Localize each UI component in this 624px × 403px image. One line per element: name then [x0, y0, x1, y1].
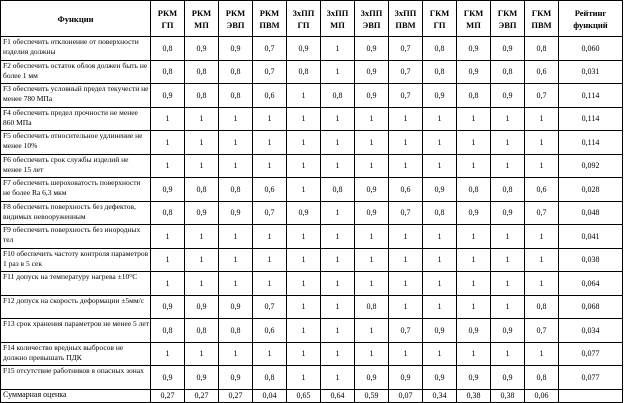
value-cell: 1: [253, 107, 287, 131]
value-cell: 0,9: [151, 84, 185, 108]
value-cell: 1: [253, 131, 287, 155]
value-cell: 1: [185, 248, 219, 272]
function-rating-cell: 0,114: [559, 84, 623, 108]
value-cell: 1: [423, 154, 457, 178]
value-cell: 1: [151, 342, 185, 366]
value-cell: 0,9: [457, 319, 491, 343]
column-header-line1: 3хПП: [292, 7, 315, 18]
column-header-line2: ПВМ: [531, 19, 552, 30]
value-cell: 0,9: [491, 84, 525, 108]
column-header-line1: РКМ: [191, 7, 212, 18]
function-name-cell: F6 обеспечить срок службы изделий не менее 15 лет: [1, 154, 151, 178]
value-cell: 1: [321, 366, 355, 390]
value-cell: 1: [389, 154, 423, 178]
value-cell: 1: [423, 272, 457, 296]
value-cell: 1: [491, 154, 525, 178]
value-cell: 0,7: [253, 295, 287, 319]
value-cell: 1: [525, 107, 559, 131]
value-cell: 0,6: [253, 84, 287, 108]
value-cell: 1: [151, 248, 185, 272]
value-cell: 1: [457, 131, 491, 155]
column-header-line1: 3хПП: [360, 7, 383, 18]
value-cell: 1: [423, 295, 457, 319]
table-row: [1, 84, 623, 108]
value-cell: 0,8: [423, 60, 457, 84]
value-cell: 1: [151, 107, 185, 131]
column-header: [219, 1, 253, 37]
value-cell: 1: [355, 131, 389, 155]
column-header-line1: РКМ: [259, 7, 280, 18]
column-header: [423, 1, 457, 37]
column-header-line2: ГП: [433, 19, 446, 30]
column-header-line2: МП: [466, 19, 481, 30]
total-value-cell: 0,27: [185, 389, 219, 402]
value-cell: 1: [355, 154, 389, 178]
function-name-cell: F4 обеспечить предел прочности не менее 860 МПа: [1, 107, 151, 131]
column-header: [457, 1, 491, 37]
value-cell: 1: [287, 342, 321, 366]
value-cell: 0,9: [355, 201, 389, 225]
value-cell: 1: [185, 131, 219, 155]
table-row: [1, 366, 623, 390]
value-cell: 1: [457, 272, 491, 296]
value-cell: 0,9: [355, 60, 389, 84]
value-cell: 1: [321, 37, 355, 61]
value-cell: 0,7: [253, 60, 287, 84]
value-cell: 0,9: [355, 37, 389, 61]
table-row: [1, 319, 623, 343]
total-row: [1, 389, 623, 402]
value-cell: 0,9: [491, 366, 525, 390]
value-cell: 1: [423, 248, 457, 272]
function-name-cell: F10 обеспечить частоту контроля параметров 1 раз в 5 сек: [1, 248, 151, 272]
table-row: [1, 154, 623, 178]
table-row: [1, 201, 623, 225]
value-cell: 1: [253, 248, 287, 272]
value-cell: 0,7: [525, 201, 559, 225]
value-cell: 1: [151, 154, 185, 178]
value-cell: 0,7: [525, 84, 559, 108]
value-cell: 1: [287, 225, 321, 249]
value-cell: 1: [389, 342, 423, 366]
value-cell: 0,8: [491, 178, 525, 202]
value-cell: 0,8: [525, 295, 559, 319]
value-cell: 0,6: [253, 178, 287, 202]
function-name-cell: F13 срок хранения параметров не менее 5 лет: [1, 319, 151, 343]
column-header-line1: ГКМ: [531, 7, 552, 18]
value-cell: 1: [219, 342, 253, 366]
value-cell: 1: [457, 225, 491, 249]
header-row: [1, 1, 623, 37]
value-cell: 0,9: [457, 37, 491, 61]
value-cell: 1: [253, 154, 287, 178]
table-row: [1, 131, 623, 155]
value-cell: 0,9: [491, 201, 525, 225]
value-cell: 1: [355, 319, 389, 343]
value-cell: 0,8: [321, 178, 355, 202]
function-rating-cell: 0,092: [559, 154, 623, 178]
value-cell: 1: [321, 248, 355, 272]
value-cell: 1: [321, 107, 355, 131]
value-cell: 1: [185, 154, 219, 178]
value-cell: 0,9: [219, 37, 253, 61]
value-cell: 0,9: [185, 295, 219, 319]
value-cell: 1: [525, 225, 559, 249]
total-value-cell: 0,27: [219, 389, 253, 402]
table-row: [1, 342, 623, 366]
value-cell: 0,9: [491, 37, 525, 61]
value-cell: 0,9: [185, 366, 219, 390]
column-header-line2: ГП: [161, 19, 174, 30]
value-cell: 1: [389, 225, 423, 249]
value-cell: 0,9: [219, 366, 253, 390]
table-row: [1, 60, 623, 84]
value-cell: 0,7: [253, 37, 287, 61]
total-value-cell: 0,64: [321, 389, 355, 402]
function-name-cell: F15 отсутствие работников в опасных зонах: [1, 366, 151, 390]
value-cell: 1: [253, 342, 287, 366]
value-cell: 0,8: [185, 178, 219, 202]
value-cell: 1: [457, 154, 491, 178]
column-header-line2: ЭВП: [498, 19, 517, 30]
column-header: [185, 1, 219, 37]
value-cell: 1: [321, 201, 355, 225]
value-cell: 0,9: [151, 295, 185, 319]
column-header-line2: функций: [573, 19, 608, 30]
function-name-cell: F7 обеспечить шероховатость поверхности не более Ra 6,3 мкм: [1, 178, 151, 202]
value-cell: 0,8: [525, 37, 559, 61]
value-cell: 0,8: [219, 60, 253, 84]
function-rating-cell: 0,114: [559, 131, 623, 155]
value-cell: 0,9: [423, 319, 457, 343]
value-cell: 1: [321, 225, 355, 249]
value-cell: 0,8: [151, 319, 185, 343]
value-cell: 0,6: [525, 178, 559, 202]
column-header-line2: ПВМ: [395, 19, 416, 30]
value-cell: 1: [355, 107, 389, 131]
column-header-line1: Рейтинг: [574, 7, 607, 18]
value-cell: 1: [287, 154, 321, 178]
value-cell: 1: [389, 107, 423, 131]
value-cell: 0,9: [355, 178, 389, 202]
value-cell: 1: [355, 248, 389, 272]
total-value-cell: 0,06: [525, 389, 559, 402]
value-cell: 0,9: [423, 84, 457, 108]
function-name-cell: F12 допуск на скорость деформации ±5мм/с: [1, 295, 151, 319]
column-header-line1: ГКМ: [463, 7, 484, 18]
value-cell: 1: [491, 248, 525, 272]
function-rating-cell: 0,077: [559, 366, 623, 390]
value-cell: 1: [253, 272, 287, 296]
value-cell: 1: [491, 342, 525, 366]
total-value-cell: 0,38: [457, 389, 491, 402]
function-rating-cell: 0,028: [559, 178, 623, 202]
value-cell: 0,6: [525, 60, 559, 84]
value-cell: 1: [355, 342, 389, 366]
value-cell: 0,9: [287, 37, 321, 61]
total-value-cell: 0,27: [151, 389, 185, 402]
value-cell: 0,8: [423, 201, 457, 225]
total-label-cell: Суммарная оценка: [1, 389, 151, 402]
value-cell: 0,9: [287, 201, 321, 225]
column-header: [525, 1, 559, 37]
function-rating-cell: 0,034: [559, 319, 623, 343]
value-cell: 1: [321, 272, 355, 296]
value-cell: 1: [491, 272, 525, 296]
column-header-line1: РКМ: [225, 7, 246, 18]
value-cell: 0,9: [355, 84, 389, 108]
value-cell: 0,9: [185, 201, 219, 225]
column-header-line1: Функции: [57, 13, 94, 24]
value-cell: 1: [185, 225, 219, 249]
value-cell: 1: [389, 248, 423, 272]
function-name-cell: F5 обеспечить относительное удлинение не менее 10%: [1, 131, 151, 155]
value-cell: 1: [321, 295, 355, 319]
value-cell: 0,8: [185, 319, 219, 343]
table-row: [1, 107, 623, 131]
value-cell: 1: [491, 107, 525, 131]
value-cell: 1: [457, 107, 491, 131]
function-rating-cell: 0,068: [559, 295, 623, 319]
value-cell: 0,8: [287, 60, 321, 84]
value-cell: 0,8: [219, 84, 253, 108]
value-cell: 1: [151, 225, 185, 249]
value-cell: 0,6: [253, 319, 287, 343]
value-cell: 0,8: [219, 178, 253, 202]
column-header-functions: [1, 1, 151, 37]
value-cell: 1: [423, 131, 457, 155]
column-header-line1: ГКМ: [497, 7, 518, 18]
column-header: [151, 1, 185, 37]
value-cell: 0,7: [389, 84, 423, 108]
value-cell: 1: [389, 295, 423, 319]
value-cell: 1: [185, 107, 219, 131]
value-cell: 0,9: [151, 178, 185, 202]
total-value-cell: [559, 389, 623, 402]
value-cell: 0,7: [389, 319, 423, 343]
value-cell: 1: [287, 84, 321, 108]
value-cell: 0,8: [321, 84, 355, 108]
value-cell: 0,8: [491, 60, 525, 84]
column-header-line2: ЭВП: [226, 19, 245, 30]
function-rating-cell: 0,048: [559, 201, 623, 225]
value-cell: 1: [219, 107, 253, 131]
table-body: [1, 37, 623, 403]
value-cell: 0,8: [151, 201, 185, 225]
value-cell: 1: [151, 131, 185, 155]
total-value-cell: 0,59: [355, 389, 389, 402]
value-cell: 1: [491, 131, 525, 155]
value-cell: 0,7: [389, 60, 423, 84]
value-cell: 1: [491, 225, 525, 249]
column-header-line1: РКМ: [157, 7, 178, 18]
value-cell: 1: [321, 131, 355, 155]
function-rating-cell: 0,064: [559, 272, 623, 296]
value-cell: 0,9: [151, 366, 185, 390]
value-cell: 1: [287, 272, 321, 296]
function-name-cell: F2 обеспечить остаток облоя должен быть не более 1 мм: [1, 60, 151, 84]
column-header-line2: ГП: [297, 19, 310, 30]
column-header: [321, 1, 355, 37]
value-cell: 1: [525, 154, 559, 178]
column-header-line2: ЭВП: [362, 19, 381, 30]
function-rating-cell: 0,038: [559, 248, 623, 272]
value-cell: 1: [321, 60, 355, 84]
value-cell: 1: [355, 272, 389, 296]
value-cell: 1: [321, 319, 355, 343]
value-cell: 1: [355, 225, 389, 249]
value-cell: 1: [389, 131, 423, 155]
value-cell: 0,9: [219, 295, 253, 319]
value-cell: 1: [525, 131, 559, 155]
value-cell: 1: [219, 154, 253, 178]
value-cell: 1: [151, 272, 185, 296]
column-header-line1: 3хПП: [326, 7, 349, 18]
value-cell: 1: [321, 342, 355, 366]
column-header: [253, 1, 287, 37]
value-cell: 0,8: [151, 37, 185, 61]
value-cell: 0,8: [423, 37, 457, 61]
value-cell: 0,8: [253, 366, 287, 390]
column-header-line2: ПВМ: [259, 19, 280, 30]
table-row: [1, 37, 623, 61]
total-value-cell: 0,65: [287, 389, 321, 402]
function-name-cell: F8 обеспечить поверхность без дефектов, видимых невооруженным: [1, 201, 151, 225]
value-cell: 0,7: [389, 37, 423, 61]
value-cell: 0,9: [457, 366, 491, 390]
table-row: [1, 225, 623, 249]
value-cell: 1: [491, 295, 525, 319]
value-cell: 0,7: [253, 201, 287, 225]
value-cell: 0,8: [151, 60, 185, 84]
value-cell: 1: [389, 272, 423, 296]
column-header: [389, 1, 423, 37]
value-cell: 1: [287, 107, 321, 131]
function-rating-cell: 0,060: [559, 37, 623, 61]
column-header: [287, 1, 321, 37]
value-cell: 0,9: [423, 366, 457, 390]
total-value-cell: 0,34: [423, 389, 457, 402]
value-cell: 1: [219, 272, 253, 296]
value-cell: 1: [457, 295, 491, 319]
value-cell: 1: [287, 295, 321, 319]
column-header-line2: МП: [194, 19, 209, 30]
value-cell: 1: [287, 366, 321, 390]
value-cell: 0,9: [389, 366, 423, 390]
value-cell: 1: [185, 342, 219, 366]
value-cell: 1: [287, 248, 321, 272]
column-header-line1: 3хПП: [394, 7, 417, 18]
value-cell: 0,9: [355, 366, 389, 390]
table-row: [1, 272, 623, 296]
table-row: [1, 178, 623, 202]
value-cell: 1: [525, 342, 559, 366]
value-cell: 0,8: [185, 84, 219, 108]
value-cell: 0,8: [219, 319, 253, 343]
total-value-cell: 0,07: [389, 389, 423, 402]
function-name-cell: F1 обеспечить отклонение от поверхности изделия должны: [1, 37, 151, 61]
value-cell: 1: [457, 248, 491, 272]
value-cell: 0,8: [457, 178, 491, 202]
value-cell: 1: [423, 107, 457, 131]
table-row: [1, 248, 623, 272]
function-name-cell: F11 допуск на температуру нагрева ±10°С: [1, 272, 151, 296]
total-value-cell: 0,38: [491, 389, 525, 402]
function-rating-cell: 0,031: [559, 60, 623, 84]
function-name-cell: F3 обеспечить условный предел текучести не менее 780 МПа: [1, 84, 151, 108]
value-cell: 0,9: [457, 201, 491, 225]
function-rating-cell: 0,077: [559, 342, 623, 366]
value-cell: 1: [423, 225, 457, 249]
value-cell: 0,9: [423, 178, 457, 202]
value-cell: 0,6: [389, 178, 423, 202]
value-cell: 1: [253, 225, 287, 249]
value-cell: 0,7: [525, 319, 559, 343]
column-header: [355, 1, 389, 37]
value-cell: 0,9: [491, 319, 525, 343]
value-cell: 0,9: [457, 60, 491, 84]
value-cell: 1: [457, 342, 491, 366]
value-cell: 1: [525, 272, 559, 296]
total-value-cell: 0,04: [253, 389, 287, 402]
value-cell: 1: [423, 342, 457, 366]
value-cell: 1: [287, 178, 321, 202]
value-cell: 1: [185, 272, 219, 296]
value-cell: 1: [287, 319, 321, 343]
value-cell: 0,7: [389, 201, 423, 225]
value-cell: 0,9: [219, 201, 253, 225]
value-cell: 0,9: [185, 37, 219, 61]
value-cell: 1: [321, 154, 355, 178]
value-cell: 1: [525, 248, 559, 272]
value-cell: 0,8: [355, 295, 389, 319]
column-header: [559, 1, 623, 37]
value-cell: 0,8: [457, 84, 491, 108]
value-cell: 1: [219, 248, 253, 272]
table-row: [1, 295, 623, 319]
function-rating-cell: 0,041: [559, 225, 623, 249]
value-cell: 1: [219, 131, 253, 155]
value-cell: 0,8: [185, 60, 219, 84]
function-name-cell: F9 обеспечить поверхность без инородных тел: [1, 225, 151, 249]
value-cell: 1: [287, 131, 321, 155]
value-cell: 1: [219, 225, 253, 249]
value-cell: 0,8: [525, 366, 559, 390]
column-header-line1: ГКМ: [429, 7, 450, 18]
column-header: [491, 1, 525, 37]
function-name-cell: F14 количество вредных выбросов не должно превышать ПДК: [1, 342, 151, 366]
column-header-line2: МП: [330, 19, 345, 30]
function-rating-cell: 0,114: [559, 107, 623, 131]
